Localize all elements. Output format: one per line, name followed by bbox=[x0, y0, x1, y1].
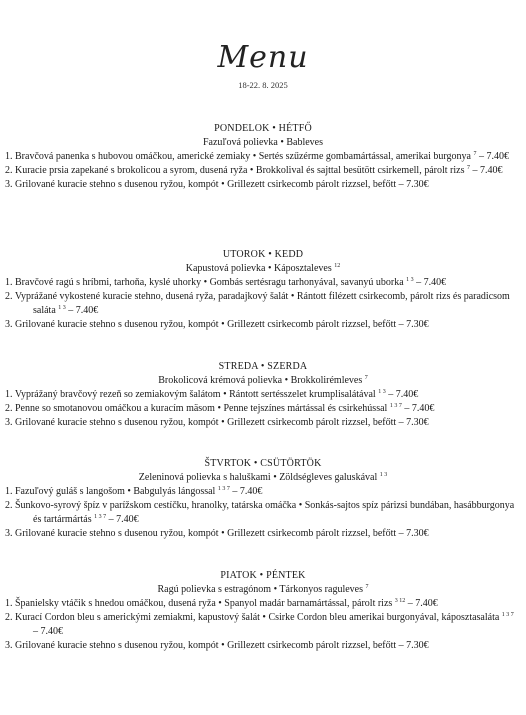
item-price: – 7.40€ bbox=[385, 389, 419, 400]
day-heading: STREDA • SZERDA bbox=[218, 361, 308, 372]
allergen-marks: 7 bbox=[365, 584, 369, 590]
item-number: 1. bbox=[5, 389, 13, 400]
day-section-wednesday bbox=[0, 360, 526, 430]
item-text: Španielsky vtáčik s hnedou omáčkou, dusená ryža • Spanyol madár barnamártással, párolt rizs bbox=[15, 598, 393, 609]
list-item bbox=[5, 318, 518, 332]
day-section-friday bbox=[0, 569, 526, 653]
item-text: Fazuľový guláš s langošom • Babgulyás lángossal bbox=[15, 486, 216, 497]
item-text: Grilované kuracie stehno s dusenou ryžou, kompót • Grillezett csirkecomb párolt rizzsel, befőtt – 7.30€ bbox=[15, 319, 429, 330]
allergen-marks: 3 12 bbox=[394, 598, 406, 604]
soup-text: Fazuľová polievka • Bableves bbox=[202, 137, 324, 148]
list-item bbox=[5, 416, 518, 430]
item-text: Vyprážané vykostené kuracie stehno, dusená ryža, paradajkový šalát • Rántott filézett csirkecomb, párolt rizs és paradicsom saláta bbox=[14, 291, 510, 316]
list-item bbox=[5, 597, 518, 611]
day-heading: PIATOK • PÉNTEK bbox=[220, 570, 306, 581]
item-text: Grilované kuracie stehno s dusenou ryžou, kompót • Grillezett csirkecomb párolt rizzsel, befőtt – 7.30€ bbox=[15, 528, 429, 539]
dish-list bbox=[0, 150, 526, 192]
item-text: Vyprážaný bravčový rezeň so zemiakovým šalátom • Rántott sertésszelet krumplisalátával bbox=[14, 389, 376, 400]
soup-text: Ragú polievka s estragónom • Tárkonyos raguleves bbox=[157, 584, 363, 595]
allergen-marks: 1 3 7 bbox=[217, 486, 230, 492]
item-number: 1. bbox=[5, 486, 13, 497]
list-item bbox=[5, 499, 518, 527]
item-number: 1. bbox=[5, 277, 13, 288]
dish-list bbox=[0, 485, 526, 541]
list-item bbox=[5, 611, 518, 639]
allergen-marks: 1 3 bbox=[378, 389, 386, 395]
soup-line bbox=[0, 583, 526, 597]
soup-text: Kapustová polievka • Káposztaleves bbox=[185, 263, 332, 274]
item-price: – 7.40€ bbox=[65, 305, 99, 316]
list-item bbox=[5, 290, 518, 318]
list-item bbox=[5, 178, 518, 192]
item-price: – 7.40€ bbox=[476, 151, 509, 162]
item-text: Bravčové ragú s hríbmi, tarhoňa, kyslé uhorky • Gombás sertésragu tarhonyával, savanyú uborka bbox=[15, 277, 404, 288]
item-text: Šunkovo-syrový špíz v parížskom cestíčku, hranolky, tatárska omáčka • Sonkás-sajtos spíz párizsi bundában, hasábburgonya és tartármártás bbox=[15, 500, 515, 525]
list-item bbox=[5, 388, 518, 402]
soup-text: Zeleninová polievka s haluškami • Zöldségleves galuskával bbox=[138, 472, 378, 483]
day-section-thursday bbox=[0, 457, 526, 541]
item-text: Kuracie prsia zapekané s brokolicou a syrom, dusená ryža • Brokkolival és sajttal besütött csirkemell, párolt rizs bbox=[15, 165, 465, 176]
item-number: 2. bbox=[5, 165, 13, 176]
item-price: – 7.40€ bbox=[401, 403, 435, 414]
day-heading: ŠTVRTOK • CSÜTÖRTÖK bbox=[204, 458, 322, 469]
item-text: Grilované kuracie stehno s dusenou ryžou, kompót • Grillezett csirkecomb párolt rizzsel, befőtt – 7.30€ bbox=[15, 417, 429, 428]
list-item bbox=[5, 164, 518, 178]
item-price: – 7.40€ bbox=[405, 598, 438, 609]
list-item bbox=[5, 527, 518, 541]
allergen-marks: 1 3 7 bbox=[94, 514, 107, 520]
soup-line bbox=[0, 262, 526, 276]
soup-text: Brokolicová krémová polievka • Brokkolirémleves bbox=[158, 375, 363, 386]
item-text: Kurací Cordon bleu s americkými zemiakmi, kapustový šalát • Csirke Cordon bleu amerikai burgonyával, káposztasaláta bbox=[15, 612, 500, 623]
allergen-marks: 1 3 bbox=[379, 472, 388, 478]
item-number: 2. bbox=[5, 612, 13, 623]
allergen-marks: 1 3 7 bbox=[389, 403, 402, 409]
dish-list bbox=[0, 597, 526, 653]
item-price: – 7.40€ bbox=[413, 277, 447, 288]
item-text: Grilované kuracie stehno s dusenou ryžou, kompót • Grillezett csirkecomb párolt rizzsel, befőtt – 7.30€ bbox=[15, 179, 429, 190]
menu-title: Menu bbox=[217, 40, 309, 75]
item-number: 3. bbox=[5, 417, 13, 428]
allergen-marks: 7 bbox=[473, 151, 477, 157]
allergen-marks: 7 bbox=[466, 165, 470, 171]
item-number: 3. bbox=[5, 528, 13, 539]
item-price: – 7.40€ bbox=[229, 486, 263, 497]
item-text: Grilované kuracie stehno s dusenou ryžou, kompót • Grillezett csirkecomb párolt rizzsel, befőtt – 7.30€ bbox=[15, 640, 429, 651]
soup-line bbox=[0, 136, 526, 150]
item-price: – 7.40€ bbox=[33, 626, 63, 637]
day-heading: PONDELOK • HÉTFŐ bbox=[214, 123, 312, 134]
dish-list bbox=[0, 388, 526, 430]
item-text: Bravčová panenka s hubovou omáčkou, americké zemiaky • Sertés szűzérme gombamártással, amerikai burgonya bbox=[15, 151, 471, 162]
list-item bbox=[5, 402, 518, 416]
item-price: – 7.40€ bbox=[469, 165, 503, 176]
allergen-marks: 7 bbox=[364, 375, 368, 381]
item-number: 3. bbox=[5, 640, 13, 651]
allergen-marks: 1 3 bbox=[406, 277, 414, 283]
soup-line bbox=[0, 471, 526, 485]
allergen-marks: 1 3 7 bbox=[501, 612, 514, 618]
item-number: 1. bbox=[5, 151, 13, 162]
item-text: Penne so smotanovou omáčkou a kuracím mäsom • Penne tejszínes mártással és csirkehússal bbox=[15, 403, 388, 414]
item-number: 3. bbox=[5, 179, 13, 190]
item-number: 2. bbox=[5, 291, 13, 302]
list-item bbox=[5, 276, 518, 290]
menu-date: 18-22. 8. 2025 bbox=[238, 80, 288, 90]
allergen-marks: 1 3 bbox=[58, 305, 66, 311]
day-section-monday bbox=[0, 122, 526, 192]
item-number: 1. bbox=[5, 598, 13, 609]
list-item bbox=[5, 485, 518, 499]
list-item bbox=[5, 639, 518, 653]
day-heading: UTOROK • KEDD bbox=[222, 249, 304, 260]
item-number: 3. bbox=[5, 319, 13, 330]
soup-line bbox=[0, 374, 526, 388]
list-item bbox=[5, 150, 518, 164]
dish-list bbox=[0, 276, 526, 332]
item-price: – 7.40€ bbox=[106, 514, 139, 525]
allergen-marks: 12 bbox=[334, 263, 341, 269]
day-section-tuesday bbox=[0, 248, 526, 332]
item-number: 2. bbox=[5, 500, 13, 511]
item-number: 2. bbox=[5, 403, 13, 414]
